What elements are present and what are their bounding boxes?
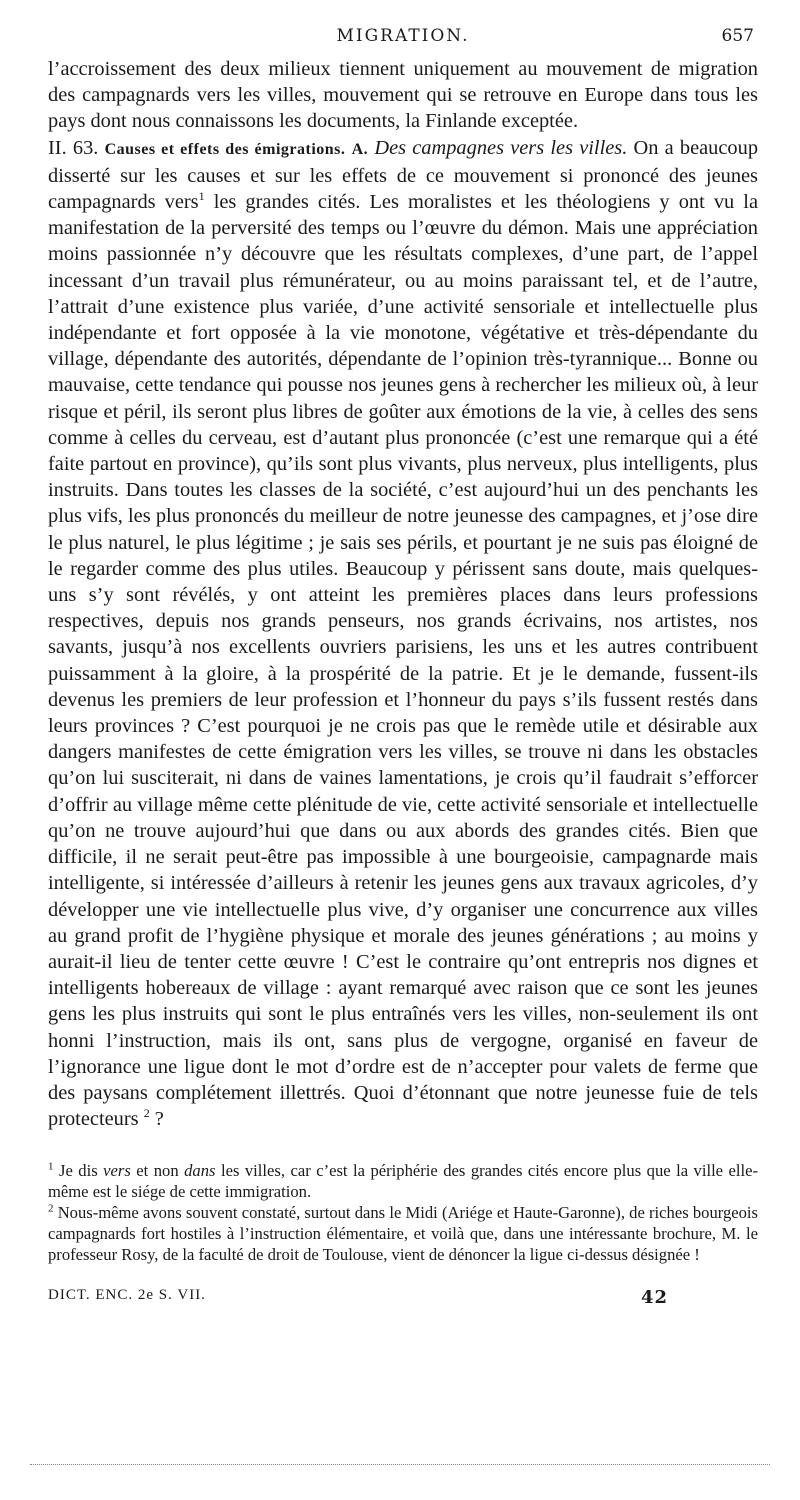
sheet-number: 42 [640, 1287, 668, 1309]
section-text-end: ? [149, 1108, 164, 1131]
main-text [48, 56, 758, 1132]
footnote-1-text-a: Je dis [53, 1161, 104, 1181]
section-letter: A. [351, 140, 369, 158]
footnote-1-text-c: les villes, car c’est la périphérie des grandes cités encore plus que la ville elle-même est le siége de cette immigration. [48, 1161, 759, 1202]
paragraph-continued: l’accroissement des deux milieux tiennent uniquement au mouvement de migration des campagnards vers les villes, mouvement qui se retrouve en Europe dans tous les pays dont nous connaissons les documents, la Finlande exceptée. [48, 58, 758, 133]
section-heading: Causes et effets des émigrations. [104, 140, 346, 158]
section-text-body: les grandes cités. Les moralistes et les théologiens y ont vu la manifestation de la perversité des temps ou l’œuvre du démon. Mais une appréciation moins passionnée n’y découvre que les résultats complexes, d’une part, de l’appel incessant d’un travail plus rémunérateur, ou au moins paraissant tel, et de l’autre, l’attrait d’une existence plus variée, d’une activité sensoriale et intellectuelle plus indépendante et fort opposée à la vie monotone, végétative et très-dépendante du village, dépendante des autorités, dépendante de l’opinion très-tyrannique... Bonne ou mauvaise, cette tendance qui pousse nos jeunes gens à rechercher les milieux où, à leur risque et péril, ils seront plus libres de goûter aux émotions de la vie, à celles des sens comme à celles du cerveau, est d’autant plus prononcée (c’est une remarque qui a été faite partout en province), qu’ils sont plus vivants, plus nerveux, plus intelligents, plus instruits. Dans toutes les classes de la société, c’est aujourd’hui un des penchants les plus vifs, les plus prononcés du meilleur de notre jeunesse des campagnes, et j’ose dire le plus naturel, le plus légitime ; je sais ses périls, et pourtant je ne suis pas éloigné de le regarder comme des plus utiles. Beaucoup y périssent sans doute, mais quelques-uns s’y sont révélés, y ont atteint les premières places dans leurs professions respectives, depuis nos grands penseurs, nos grands écrivains, nos artistes, nos savants, jusqu’à nos excellents ouvriers parisiens, les uns et les autres contribuent puissamment à la gloire, à la prospérité de la patrie. Et je le demande, fussent-ils devenus les premiers de leur profession et l’honneur du pays s’ils fussent restés dans leurs provinces ? C’est pourquoi je ne crois pas que le remède utile et désirable aux dangers manifestes de cette émigration vers les villes, se trouve ni dans les obstacles qu’on lui susciterait, ni dans de vaines lamentations, je crois qu’il faudrait s’efforcer d’offrir au village même cette plénitude de vie, cette activité sensoriale et intellectuelle qu’on ne trouve aujourd’hui que dans ou aux abords des grandes cités. Bien que difficile, il ne serait peut-être pas impossible à une bourgeoisie, campagnarde mais intelligente, si intéressée d’ailleurs à retenir les jeunes gens aux travaux agricoles, d’y développer une vie intellectuelle plus vive, d’y organiser une concurrence aux villes au grand profit de l’hygiène physique et morale des jeunes générations ; au moins y aurait-il lieu de tenter cette œuvre ! C’est le contraire qu’ont entrepris nos dignes et intelligents hobereaux de village : ayant remarqué avec raison que ce sont les jeunes gens les plus instruits qui sont le plus entraînés vers les villes, non-seulement ils ont honni l’instruction, mais ils ont, sans plus de vergogne, organisé en faveur de l’ignorance une ligue dont le mot d’ordre est de n’accepter pour valets de ferme que des paysans complétement illettrés. Quoi d’étonnant que notre jeunesse fuie de tels protecteurs [48, 191, 759, 1131]
running-title: MIGRATION. [336, 26, 470, 46]
section-paragraph [48, 135, 758, 1133]
footnote-1-text-b: et non [130, 1161, 185, 1181]
signature-line [48, 1287, 758, 1308]
footnote-ref-2: 2 [143, 1106, 150, 1121]
footnote-1 [48, 1160, 758, 1202]
footnote-1-mark: 1 [48, 1160, 54, 1173]
footnote-ref-1: 1 [198, 189, 205, 204]
section-subheading: Des campagnes vers les villes. [374, 136, 628, 159]
page-content [48, 26, 758, 1308]
footnote-2-text: Nous-même avons souvent constaté, surtout dans le Midi (Ariége et Haute-Garonne), de riches bourgeois campagnards fort hostiles à l’instruction élémentaire, et voilà que, dans une intéressante brochure, M. le professeur Rosy, de la faculté de droit de Toulouse, vient de dénoncer la ligue ci-dessus désignée ! [48, 1203, 758, 1265]
footnote-1-em-dans: dans [184, 1161, 216, 1181]
footnote-1-em-vers: vers [103, 1161, 131, 1181]
footnotes [48, 1160, 758, 1265]
footnote-2 [48, 1202, 758, 1265]
bottom-dotted-rule [30, 1464, 770, 1465]
page-number: 657 [721, 26, 754, 46]
running-head [48, 26, 758, 56]
footnote-2-mark: 2 [48, 1202, 54, 1215]
section-text-start: On a beaucoup disserté sur les causes et sur les effets de ce mouvement si prononcé des jeunes campagnards vers [48, 136, 759, 214]
printer-signature: DICT. ENC. 2e S. VII. [48, 1287, 206, 1304]
section-number: II. 63. [48, 136, 99, 159]
